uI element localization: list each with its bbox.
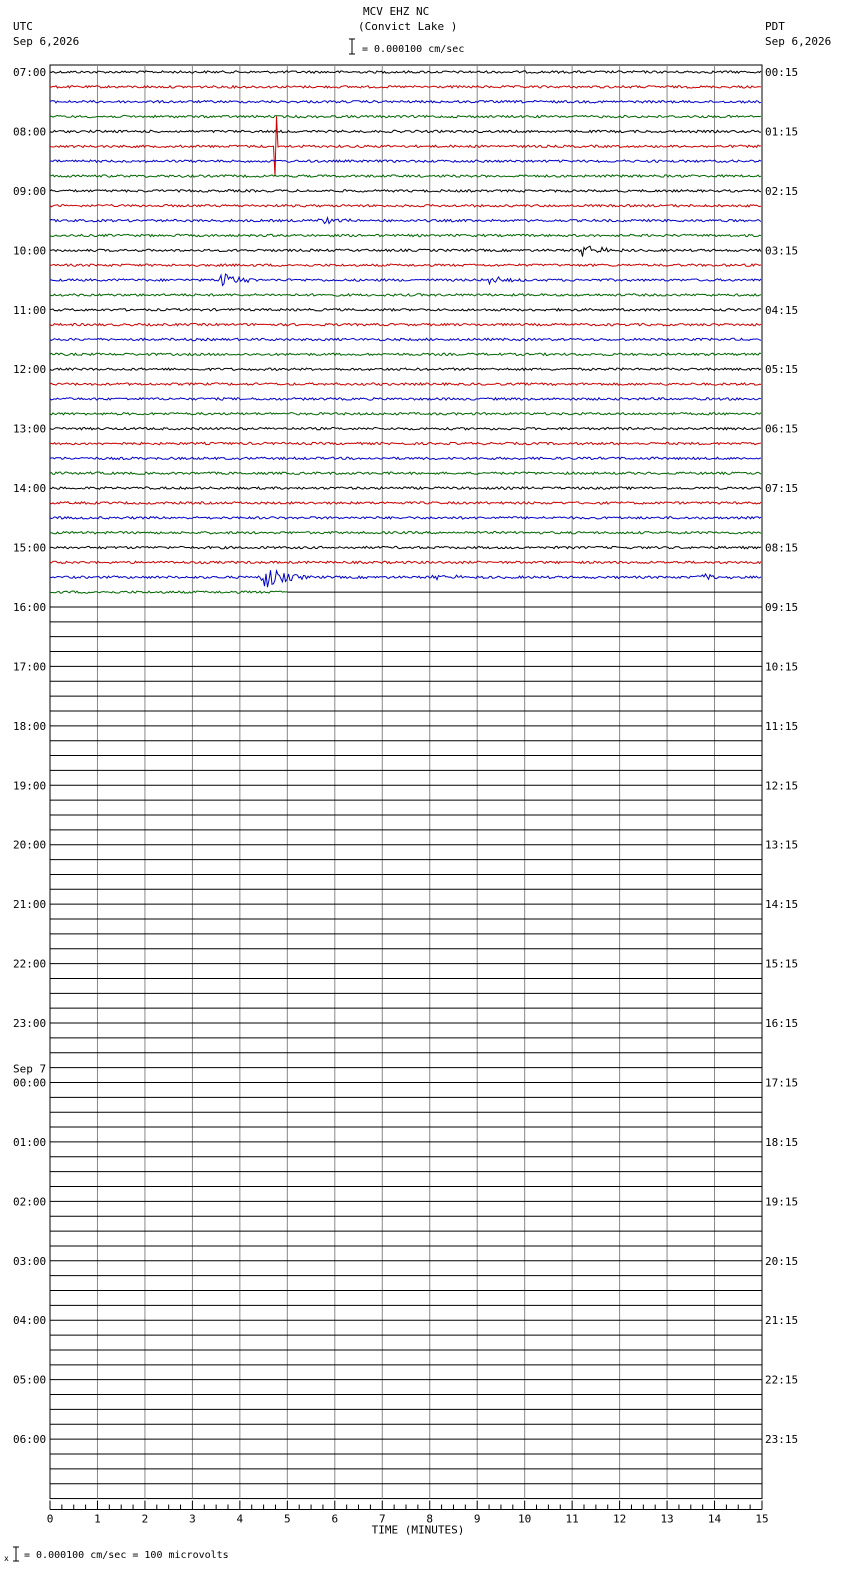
right-date: Sep 6,2026: [765, 35, 832, 48]
utc-hour-label: 10:00: [13, 244, 47, 258]
x-tick-label: 3: [189, 1512, 196, 1526]
seismic-trace: [50, 294, 761, 296]
pdt-hour-label: 07:15: [765, 482, 799, 496]
seismic-trace: [50, 442, 761, 444]
station-location: (Convict Lake ): [358, 20, 458, 33]
utc-hour-label: 17:00: [13, 660, 47, 674]
pdt-hour-label: 11:15: [765, 719, 799, 733]
x-tick-label: 5: [284, 1512, 291, 1526]
station-title: MCV EHZ NC: [363, 5, 430, 18]
x-tick-label: 7: [378, 1512, 386, 1526]
seismic-trace: [50, 546, 761, 548]
utc-hour-label: 11:00: [13, 303, 47, 317]
seismic-trace: [50, 205, 761, 207]
seismic-trace: [50, 160, 761, 162]
pdt-hour-label: 15:15: [765, 957, 799, 971]
left-date: Sep 6,2026: [13, 35, 80, 48]
utc-hour-label: 03:00: [13, 1254, 47, 1268]
x-tick-label: 9: [473, 1512, 481, 1526]
x-tick-label: 4: [236, 1512, 244, 1526]
seismic-trace: [50, 487, 761, 489]
pdt-hour-label: 22:15: [765, 1373, 799, 1387]
seismic-trace: [50, 218, 761, 224]
x-axis-title: TIME (MINUTES): [371, 1523, 465, 1537]
utc-hour-label: 16:00: [13, 600, 47, 614]
pdt-hour-label: 18:15: [765, 1135, 799, 1149]
utc-hour-label: 06:00: [13, 1433, 47, 1447]
utc-hour-label: 01:00: [13, 1135, 47, 1149]
seismic-trace: [50, 115, 761, 117]
seismic-trace: [50, 101, 761, 103]
x-tick-label: 6: [331, 1512, 339, 1526]
footer-scale-icon: [4, 1545, 20, 1563]
utc-hour-label: 15:00: [13, 541, 47, 555]
x-tick-label: 14: [707, 1512, 722, 1526]
pdt-hour-label: 23:15: [765, 1433, 799, 1447]
pdt-hour-label: 14:15: [765, 898, 799, 912]
seismic-trace: [50, 502, 761, 504]
seismic-trace: [50, 234, 761, 236]
pdt-hour-label: 08:15: [765, 541, 799, 555]
pdt-hour-label: 06:15: [765, 422, 799, 436]
pdt-hour-label: 01:15: [765, 125, 799, 139]
seismic-trace: [50, 413, 761, 415]
utc-hour-label: 14:00: [13, 482, 47, 496]
seismic-trace: [50, 353, 761, 355]
pdt-hour-label: 17:15: [765, 1076, 799, 1090]
x-tick-label: 11: [565, 1512, 579, 1526]
seismic-trace: [50, 86, 761, 88]
utc-hour-label: 09:00: [13, 184, 47, 198]
seismic-trace: [50, 116, 761, 176]
seismic-trace: [50, 591, 287, 593]
seismic-trace: [50, 264, 761, 266]
pdt-hour-label: 04:15: [765, 303, 799, 317]
pdt-hour-label: 21:15: [765, 1314, 799, 1328]
utc-hour-label: 02:00: [13, 1195, 47, 1209]
seismic-trace: [50, 338, 761, 340]
left-timezone: UTC: [13, 20, 33, 33]
seismic-trace: [50, 570, 761, 587]
seismic-trace: [50, 561, 761, 563]
x-tick-label: 0: [46, 1512, 54, 1526]
x-tick-label: 10: [518, 1512, 532, 1526]
utc-hour-label: 07:00: [13, 66, 47, 79]
seismic-trace: [50, 190, 761, 192]
x-tick-label: 15: [755, 1512, 769, 1526]
utc-hour-label: 22:00: [13, 957, 47, 971]
seismic-trace: [50, 175, 761, 177]
pdt-hour-label: 20:15: [765, 1254, 799, 1268]
utc-hour-label: 20:00: [13, 838, 47, 852]
x-tick-label: 2: [141, 1512, 149, 1526]
seismic-trace: [50, 274, 761, 285]
utc-hour-label: 12:00: [13, 363, 47, 377]
seismic-trace: [50, 383, 761, 385]
pdt-hour-label: 12:15: [765, 779, 799, 793]
utc-hour-label: 18:00: [13, 719, 47, 733]
seismic-trace: [50, 309, 761, 311]
scale-label: = 0.000100 cm/sec: [362, 44, 465, 55]
pdt-hour-label: 03:15: [765, 244, 799, 258]
pdt-hour-label: 16:15: [765, 1017, 799, 1031]
utc-hour-label: 19:00: [13, 779, 47, 793]
seismic-trace: [50, 246, 761, 256]
date-change-label: Sep 7: [13, 1062, 47, 1076]
seismic-trace: [50, 517, 761, 519]
utc-hour-label: 13:00: [13, 422, 47, 436]
seismic-trace: [50, 368, 761, 370]
utc-hour-label: 23:00: [13, 1017, 47, 1031]
pdt-hour-label: 10:15: [765, 660, 799, 674]
utc-hour-label: 04:00: [13, 1314, 47, 1328]
pdt-hour-label: 09:15: [765, 600, 799, 614]
seismic-trace: [50, 398, 761, 400]
seismic-trace: [50, 130, 761, 132]
right-timezone: PDT: [765, 20, 785, 33]
seismic-trace: [50, 427, 761, 429]
utc-hour-label: 21:00: [13, 898, 47, 912]
seismic-trace: [50, 323, 761, 325]
seismic-trace: [50, 532, 761, 534]
seismic-trace: [50, 457, 761, 459]
pdt-hour-label: 00:15: [765, 66, 799, 79]
pdt-hour-label: 13:15: [765, 838, 799, 852]
seismic-trace: [50, 472, 761, 474]
utc-hour-label: 08:00: [13, 125, 47, 139]
x-tick-label: 12: [612, 1512, 627, 1526]
pdt-hour-label: 02:15: [765, 184, 799, 198]
svg-text:x: x: [4, 1554, 9, 1563]
x-tick-label: 8: [426, 1512, 434, 1526]
pdt-hour-label: 05:15: [765, 363, 799, 377]
utc-hour-label: 00:00: [13, 1076, 47, 1090]
utc-hour-label: 05:00: [13, 1373, 47, 1387]
x-tick-label: 1: [94, 1512, 101, 1526]
footer-scale-label: = 0.000100 cm/sec = 100 microvolts: [24, 1550, 229, 1561]
x-tick-label: 13: [660, 1512, 674, 1526]
pdt-hour-label: 19:15: [765, 1195, 799, 1209]
seismic-trace: [50, 71, 761, 73]
